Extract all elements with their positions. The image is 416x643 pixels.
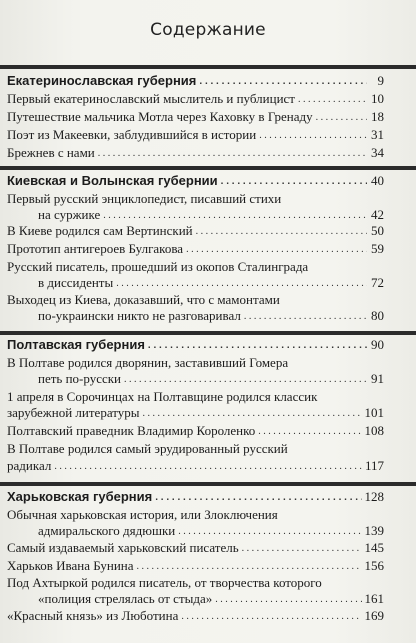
page-title: Содержание — [150, 20, 266, 40]
page-number: 117 — [364, 458, 384, 473]
toc-entry[interactable]: на суржике . . . 42 — [7, 207, 384, 222]
toc-entry[interactable]: Брежнев с нами . . . 34 — [7, 145, 384, 160]
toc-entry[interactable]: петь по-русски . . . 91 — [7, 371, 384, 386]
toc-entry[interactable]: «Красный князь» из Люботина . . . 169 — [7, 608, 384, 623]
toc-entry-text[interactable]: Выходец из Киева, доказавший, что с мамонтами — [7, 292, 280, 307]
section-divider — [0, 65, 416, 69]
page-number: 72 — [371, 275, 384, 290]
toc-entry[interactable]: Поэт из Макеевки, заблудившийся в истории . . . 31 — [7, 127, 384, 142]
section-divider — [0, 331, 416, 335]
toc-entry-text[interactable]: Обычная харьковская история, или Злоключения — [7, 507, 278, 522]
toc-entry[interactable]: В Киеве родился сам Вертинский . . . 50 — [7, 223, 384, 238]
section-heading[interactable]: Полтавская губерния . . . 90 — [7, 337, 384, 352]
toc-entry[interactable]: по-украински никто не разговаривал . . . 80 — [7, 308, 384, 323]
page-number: 18 — [371, 109, 384, 124]
toc-entry-text[interactable]: Под Ахтыркой родился писатель, от творчества которого — [7, 575, 322, 590]
page-number: 50 — [371, 223, 384, 238]
page-number: 156 — [364, 558, 384, 573]
toc-entry[interactable]: Харьков Ивана Бунина . . . 156 — [7, 558, 384, 573]
toc-entry[interactable]: радикал . . . 117 — [7, 458, 384, 473]
toc-entry-text[interactable]: В Полтаве родился самый эрудированный русский — [7, 441, 288, 456]
page-number: 9 — [377, 73, 384, 88]
page-number: 90 — [371, 337, 384, 352]
toc-entry[interactable]: Путешествие мальчика Мотла через Каховку в Гренаду . . . 18 — [7, 109, 384, 124]
page-number: 128 — [364, 489, 384, 504]
toc-entry-text[interactable]: Первый русский энциклопедист, писавший стихи — [7, 191, 282, 206]
section-heading[interactable]: Киевская и Волынская губернии . . . 40 — [7, 173, 384, 188]
page-number: 169 — [364, 608, 384, 623]
toc-entry[interactable]: в диссиденты . . . 72 — [7, 275, 384, 290]
toc-entry-text[interactable]: Русский писатель, прошедший из окопов Сталинграда — [7, 259, 309, 274]
page-number: 42 — [371, 207, 384, 222]
section-divider — [0, 166, 416, 170]
page-number: 145 — [364, 540, 384, 555]
page-number: 80 — [371, 308, 384, 323]
toc-entry[interactable]: Первый екатеринославский мыслитель и публицист . . . 10 — [7, 91, 384, 106]
page-number: 139 — [364, 523, 384, 538]
toc-entry[interactable]: Полтавский праведник Владимир Короленко . . . 108 — [7, 423, 384, 438]
toc-entry[interactable]: «полиция стрелялась от стыда» . . . 161 — [7, 591, 384, 606]
toc-entry[interactable]: Прототип антигероев Булгакова . . . 59 — [7, 241, 384, 256]
toc-entry-text[interactable]: 1 апреля в Сорочинцах на Полтавщине родился классик — [7, 389, 318, 404]
page-number: 40 — [371, 173, 384, 188]
toc-entry[interactable]: зарубежной литературы . . . 101 — [7, 405, 384, 420]
section-heading[interactable]: Харьковская губерния . . . 128 — [7, 489, 384, 504]
page-number: 91 — [371, 371, 384, 386]
page-number: 10 — [371, 91, 384, 106]
page-number: 108 — [364, 423, 384, 438]
toc-entry-text[interactable]: В Полтаве родился дворянин, заставивший Гомера — [7, 355, 289, 370]
page-number: 34 — [371, 145, 384, 160]
page-number: 161 — [364, 591, 384, 606]
toc-entry[interactable]: адмиральского дядюшки . . . 139 — [7, 523, 384, 538]
section-heading[interactable]: Екатеринославская губерния . . . 9 — [7, 73, 384, 88]
section-divider — [0, 482, 416, 486]
page-number: 101 — [364, 405, 384, 420]
page-number: 59 — [371, 241, 384, 256]
toc-entry[interactable]: Самый издаваемый харьковский писатель . . . 145 — [7, 540, 384, 555]
page-number: 31 — [371, 127, 384, 142]
